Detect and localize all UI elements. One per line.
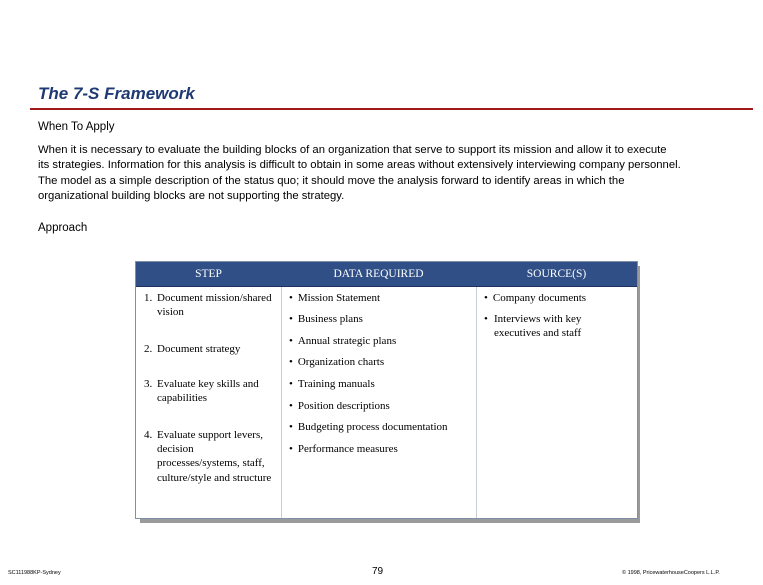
footer-document-code: SC111988KP-Sydney	[8, 570, 61, 576]
approach-heading: Approach	[38, 222, 88, 234]
when-to-apply-paragraph	[38, 143, 750, 204]
data-required-item: • Mission Statement	[289, 292, 381, 304]
title-divider	[30, 108, 753, 110]
data-required-item: • Performance measures	[289, 443, 398, 455]
column-divider	[281, 262, 282, 518]
when-to-apply-heading: When To Apply	[38, 121, 115, 133]
paragraph-line: organizational building blocks are not supporting the strategy.	[38, 189, 345, 202]
footer-copyright: © 1998, PricewaterhouseCoopers L.L.P.	[622, 570, 720, 576]
data-required-item: • Annual strategic plans	[289, 335, 397, 347]
page-number: 79	[372, 566, 384, 577]
approach-table	[135, 261, 638, 519]
step-item: 2. Document strategy	[144, 343, 241, 355]
header-data-required: DATA REQUIRED	[333, 268, 424, 280]
source-item: • Company documents	[484, 292, 587, 304]
step-item: 4. Evaluate support levers, decision processes/systems, staff, culture/style and structure	[144, 429, 272, 484]
data-required-item: • Budgeting process documentation	[289, 421, 448, 433]
header-sources: SOURCE(S)	[526, 268, 587, 280]
paragraph-line: The model as a simple description of the status quo; it should move the analysis forward to identify areas in which the	[38, 174, 625, 187]
paragraph-line: its strategies. Information for this analysis is difficult to obtain in some areas without extensively interviewing company personnel.	[38, 159, 681, 172]
data-required-item: • Training manuals	[289, 378, 375, 390]
data-required-item: • Position descriptions	[289, 400, 390, 412]
paragraph-line: When it is necessary to evaluate the building blocks of an organization that serve to support its mission and allow it to execute	[38, 144, 667, 156]
source-item: • Interviews with key executives and staff	[484, 313, 582, 340]
table-header	[136, 262, 637, 287]
page-title: The 7-S Framework	[38, 84, 195, 103]
data-required-item: • Organization charts	[289, 356, 385, 368]
header-step: STEP	[195, 268, 222, 280]
column-divider	[476, 262, 477, 518]
data-required-item: • Business plans	[289, 313, 363, 325]
step-item: 1. Document mission/shared vision	[144, 292, 272, 319]
step-item: 3. Evaluate key skills and capabilities	[144, 378, 259, 405]
